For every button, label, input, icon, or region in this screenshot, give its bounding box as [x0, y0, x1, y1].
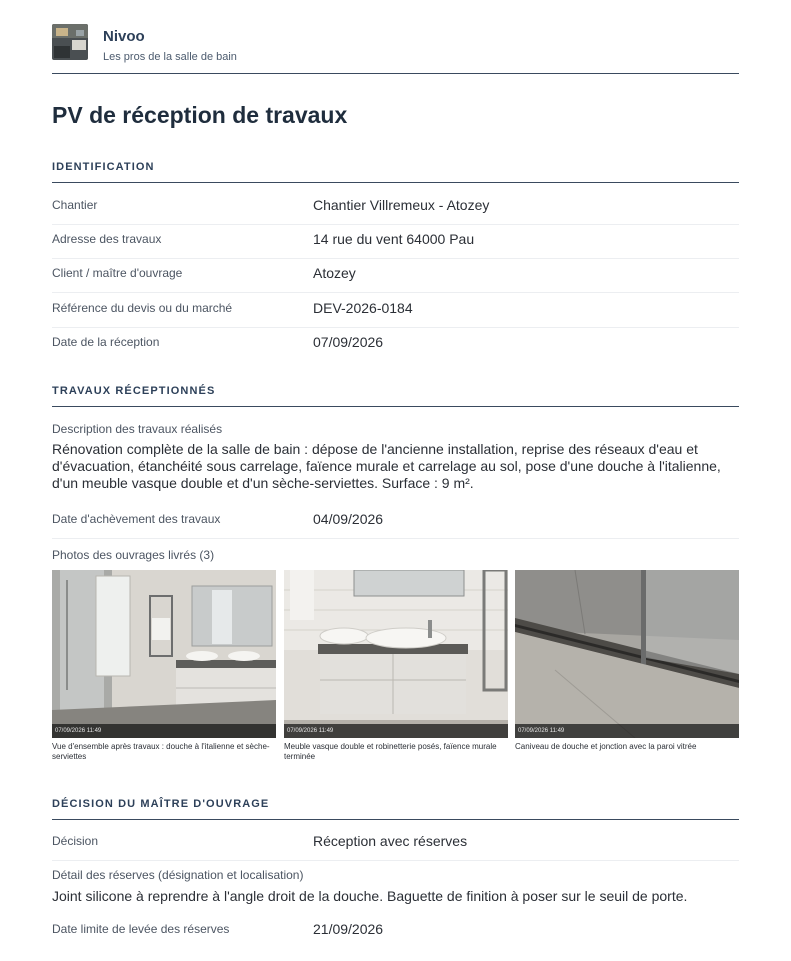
reserves-text: Joint silicone à reprendre à l'angle droit de la douche. Baguette de finition à poser sur le seuil de porte. — [52, 888, 688, 904]
photo-caption: Caniveau de douche et jonction avec la paroi vitrée — [515, 742, 697, 751]
field-row-decision — [52, 826, 739, 861]
field-label: Décision — [52, 834, 99, 848]
photo-timestamp: 07/09/2026 11:49 — [52, 724, 276, 738]
field-value: 14 rue du vent 64000 Pau — [313, 231, 475, 247]
photo-timestamp: 07/09/2026 11:49 — [284, 724, 508, 738]
brand-tagline: Les pros de la salle de bain — [103, 51, 237, 63]
field-row-date-achevement — [52, 504, 739, 539]
brand-logo — [52, 24, 88, 60]
photo-image — [515, 570, 739, 738]
field-label: Date d'achèvement des travaux — [52, 512, 221, 526]
field-value: Réception avec réserves — [313, 833, 468, 849]
field-value: Chantier Villremeux - Atozey — [313, 197, 490, 213]
field-row-reference — [52, 293, 739, 328]
photo-overview[interactable] — [52, 570, 276, 738]
section-heading-identification: IDENTIFICATION — [52, 161, 739, 183]
field-value: DEV-2026-0184 — [313, 300, 413, 316]
field-value: 21/09/2026 — [313, 921, 384, 937]
document-title: PV de réception de travaux — [52, 102, 348, 128]
field-value: 07/09/2026 — [313, 334, 384, 350]
photos-label: Photos des ouvrages livrés (3) — [52, 548, 215, 562]
field-row-client — [52, 258, 739, 293]
field-value: 04/09/2026 — [313, 511, 384, 527]
photo-caption: Vue d'ensemble après travaux : douche à l'italienne et sèche-serviettes — [52, 742, 270, 761]
field-value: Atozey — [313, 265, 356, 281]
field-row-date-limite — [52, 914, 739, 948]
field-row-adresse — [52, 224, 739, 259]
photo-caption: Meuble vasque double et robinetterie posés, faïence murale terminée — [284, 742, 497, 761]
photo-drain[interactable] — [515, 570, 739, 738]
photo-image — [52, 570, 276, 738]
field-label: Référence du devis ou du marché — [52, 301, 233, 315]
brand-header — [52, 24, 739, 74]
description-label: Description des travaux réalisés — [52, 422, 223, 436]
photo-image — [284, 570, 508, 738]
field-label: Date de la réception — [52, 335, 160, 349]
photo-timestamp: 07/09/2026 11:49 — [515, 724, 739, 738]
photo-vanity[interactable] — [284, 570, 508, 738]
field-label: Adresse des travaux — [52, 232, 162, 246]
field-label: Client / maître d'ouvrage — [52, 266, 183, 280]
field-label: Chantier — [52, 198, 98, 212]
field-row-chantier — [52, 190, 739, 225]
field-row-date-reception — [52, 327, 739, 361]
description-text: Rénovation complète de la salle de bain : dépose de l'ancienne installation, reprise des réseaux d'eau et d'évacuation, étanchéité sous carrelage, faïence murale et carrelage au sol, pose d'une douche à l'italienne, d'un meuble vasque double et d'un sèche-serviettes. Surface : 9 m². — [52, 441, 721, 491]
section-heading-decision: DÉCISION DU MAÎTRE D'OUVRAGE — [52, 798, 739, 820]
field-label: Date limite de levée des réserves — [52, 922, 230, 936]
section-heading-travaux: TRAVAUX RÉCEPTIONNÉS — [52, 385, 739, 407]
reserves-label: Détail des réserves (désignation et localisation) — [52, 868, 304, 882]
brand-name: Nivoo — [103, 28, 145, 45]
